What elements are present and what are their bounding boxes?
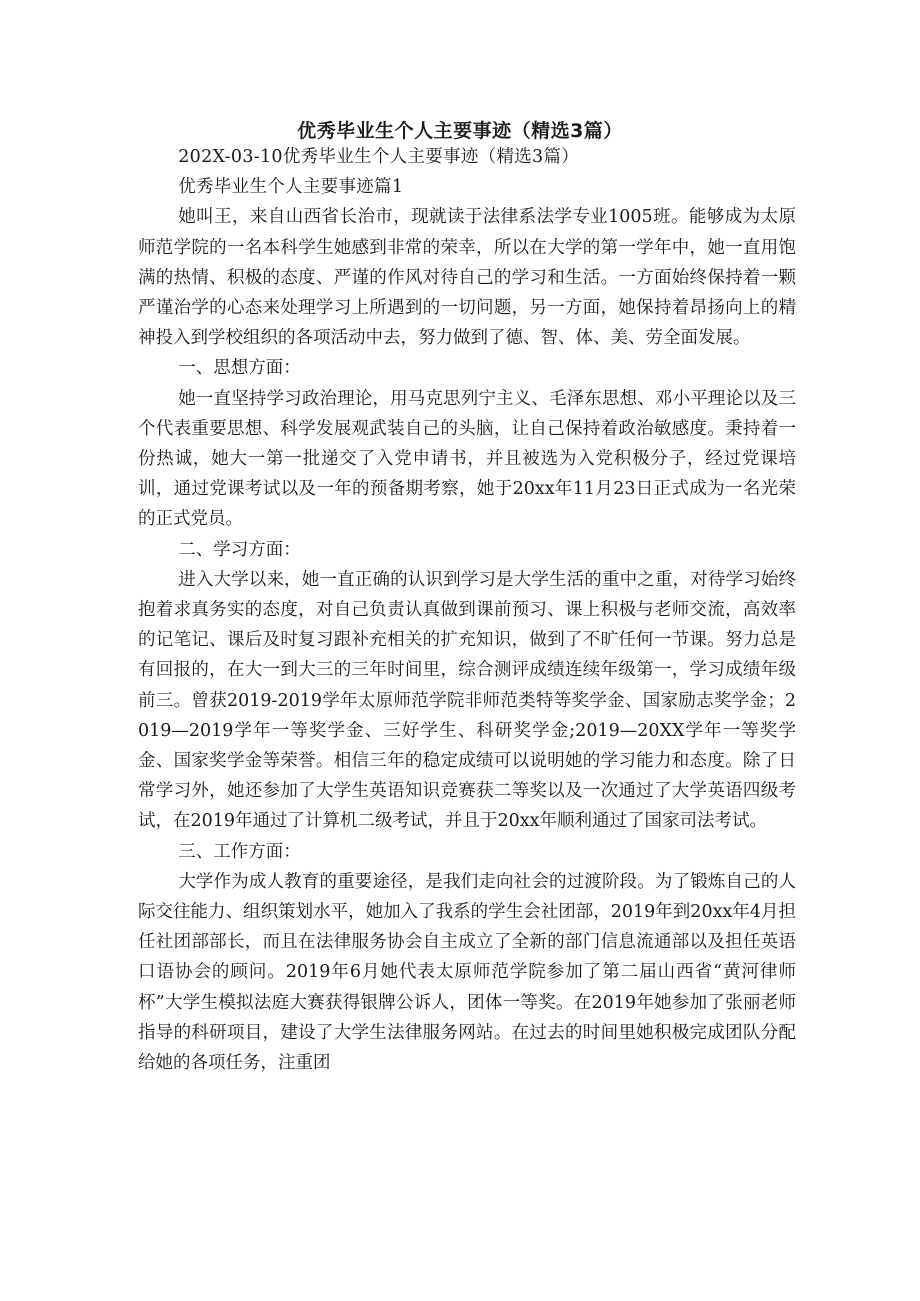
document-title: 优秀毕业生个人主要事迹（精选3篇） xyxy=(297,120,623,142)
body-paragraph: 她一直坚持学习政治理论，用马克思列宁主义、毛泽东思想、邓小平理论以及三个代表重要思想、科学发展观武装自己的头脑，让自己保持着政治敏感度。秉持着一份热诚，她大一第一批递交了入党申请书，并且被选为入党积极分子，经过党课培训，通过党课考试以及一年的预备期考察，她于20xx年11月23日正式成为一名光荣的正式党员。 xyxy=(138,388,796,530)
body-paragraph: 大学作为成人教育的重要途径，是我们走向社会的过渡阶段。为了锻炼自己的人际交往能力、组织策划水平，她加入了我系的学生会社团部，2019年到20xx年4月担任社团部部长，而且在法律服务协会自主成立了全新的部门信息流通部以及担任英语口语协会的顾问。2019年6月她代表太原师范学院参加了第二届山西省“黄河律师杯”大学生模拟法庭大赛获得银牌公诉人，团体一等奖。在2019年她参加了张丽老师指导的科研项目，建设了大学生法律服务网站。在过去的时间里她积极完成团队分配给她的各项任务，注重团 xyxy=(138,871,796,1074)
subsection-heading: 一、思想方面： xyxy=(178,358,301,379)
body-paragraph: 她叫王，来自山西省长治市，现就读于法律系法学专业1005班。能够成为太原师范学院的一名本科学生她感到非常的荣幸，所以在大学的第一学年中，她一直用饱满的热情、积极的态度、严谨的作风对待自己的学习和生活。一方面始终保持着一颗严谨治学的心态来处理学习上所遇到的一切问题，另一方面，她保持着昂扬向上的精神投入到学校组织的各项活动中去，努力做到了德、智、体、美、劳全面发展。 xyxy=(138,207,796,349)
body-paragraph: 进入大学以来，她一直正确的认识到学习是大学生活的重中之重，对待学习始终抱着求真务实的态度，对自己负责认真做到课前预习、课上积极与老师交流，高效率的记笔记、课后及时复习跟补充相关的扩充知识，做到了不旷任何一节课。努力总是有回报的，在大一到大三的三年时间里，综合测评成绩连续年级第一，学习成绩年级前三。曾获2019-2019学年太原师范学院非师范类特等奖学金、国家励志奖学金；2019—2019学年一等奖学金、三好学生、科研奖学金;2019—20XX学年一等奖学金、国家奖学金等荣誉。相信三年的稳定成绩可以说明她的学习能力和态度。除了日常学习外，她还参加了大学生英语知识竞赛获二等奖以及一次通过了大学英语四级考试，在2019年通过了计算机二级考试，并且于20xx年顺利通过了国家司法考试。 xyxy=(138,569,796,832)
date-line: 202X-03-10优秀毕业生个人主要事迹（精选3篇） xyxy=(178,147,580,167)
section-heading: 优秀毕业生个人主要事迹篇1 xyxy=(178,177,404,198)
document-body xyxy=(138,142,796,1078)
subsection-heading: 三、工作方面： xyxy=(178,841,301,862)
subsection-heading: 二、学习方面： xyxy=(178,539,301,560)
